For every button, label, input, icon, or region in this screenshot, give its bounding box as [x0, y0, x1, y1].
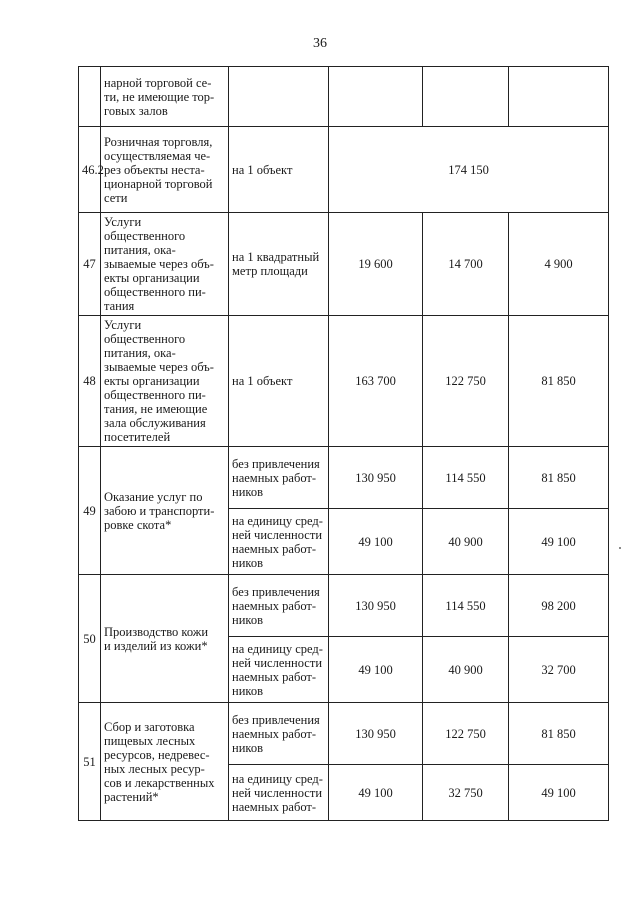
row-number: 49: [79, 447, 101, 575]
value-cell: 163 700: [329, 316, 423, 447]
row-unit: [229, 67, 329, 127]
value-cell: 14 700: [423, 213, 509, 316]
row-unit: на 1 объект: [229, 316, 329, 447]
row-unit: без привлечения наемных работ- ников: [229, 447, 329, 509]
merged-value-cell: 174 150: [329, 127, 609, 213]
table-row: [79, 703, 609, 765]
row-unit: на единицу сред- ней численности наемных работ-: [229, 765, 329, 821]
scan-speck: [619, 547, 621, 549]
value-cell: 49 100: [329, 509, 423, 575]
value-cell: 122 750: [423, 703, 509, 765]
value-cell: [329, 67, 423, 127]
value-cell: 40 900: [423, 637, 509, 703]
row-description: Сбор и заготовка пищевых лесных ресурсов, недревес- ных лесных ресур- сов и лекарственных растений*: [101, 703, 229, 821]
table-row: [79, 575, 609, 637]
table-row: [79, 213, 609, 316]
value-cell: 49 100: [509, 765, 609, 821]
value-cell: 98 200: [509, 575, 609, 637]
row-description: Производство кожи и изделий из кожи*: [101, 575, 229, 703]
row-unit: без привлечения наемных работ- ников: [229, 575, 329, 637]
row-unit: без привлечения наемных работ- ников: [229, 703, 329, 765]
value-cell: 122 750: [423, 316, 509, 447]
value-cell: 49 100: [329, 765, 423, 821]
table-row: [79, 127, 609, 213]
row-number: 47: [79, 213, 101, 316]
value-cell: 32 750: [423, 765, 509, 821]
value-cell: [509, 67, 609, 127]
row-description: Оказание услуг по забою и транспорти- ровке скота*: [101, 447, 229, 575]
row-unit: на единицу сред- ней численности наемных работ- ников: [229, 637, 329, 703]
value-cell: 32 700: [509, 637, 609, 703]
row-description: Услуги общественного питания, ока- зываемые через объ- екты организации общественного пи- тания, не имеющие зала обслуживания посетителей: [101, 316, 229, 447]
row-unit: на 1 объект: [229, 127, 329, 213]
value-cell: 114 550: [423, 575, 509, 637]
tax-rates-table: [78, 66, 609, 821]
value-cell: 130 950: [329, 703, 423, 765]
row-unit: на 1 квадратный метр площади: [229, 213, 329, 316]
value-cell: [423, 67, 509, 127]
row-number: [79, 67, 101, 127]
row-description: Услуги общественного питания, ока- зываемые через объ- екты организации общественного пи- тания: [101, 213, 229, 316]
value-cell: 19 600: [329, 213, 423, 316]
value-cell: 114 550: [423, 447, 509, 509]
row-description: Розничная торговля, осуществляемая че- рез объекты неста- ционарной торговой сети: [101, 127, 229, 213]
value-cell: 81 850: [509, 447, 609, 509]
table-row: [79, 316, 609, 447]
page-number: 36: [313, 36, 327, 51]
value-cell: 4 900: [509, 213, 609, 316]
row-number: 48: [79, 316, 101, 447]
row-number: 46.2: [79, 127, 101, 213]
value-cell: 81 850: [509, 703, 609, 765]
value-cell: 49 100: [329, 637, 423, 703]
value-cell: 130 950: [329, 447, 423, 509]
table-row: [79, 67, 609, 127]
table-row: [79, 447, 609, 509]
row-number: 50: [79, 575, 101, 703]
value-cell: 49 100: [509, 509, 609, 575]
value-cell: 81 850: [509, 316, 609, 447]
value-cell: 40 900: [423, 509, 509, 575]
row-description: нарной торговой се- ти, не имеющие тор- говых залов: [101, 67, 229, 127]
row-unit: на единицу сред- ней численности наемных работ- ников: [229, 509, 329, 575]
value-cell: 130 950: [329, 575, 423, 637]
row-number: 51: [79, 703, 101, 821]
